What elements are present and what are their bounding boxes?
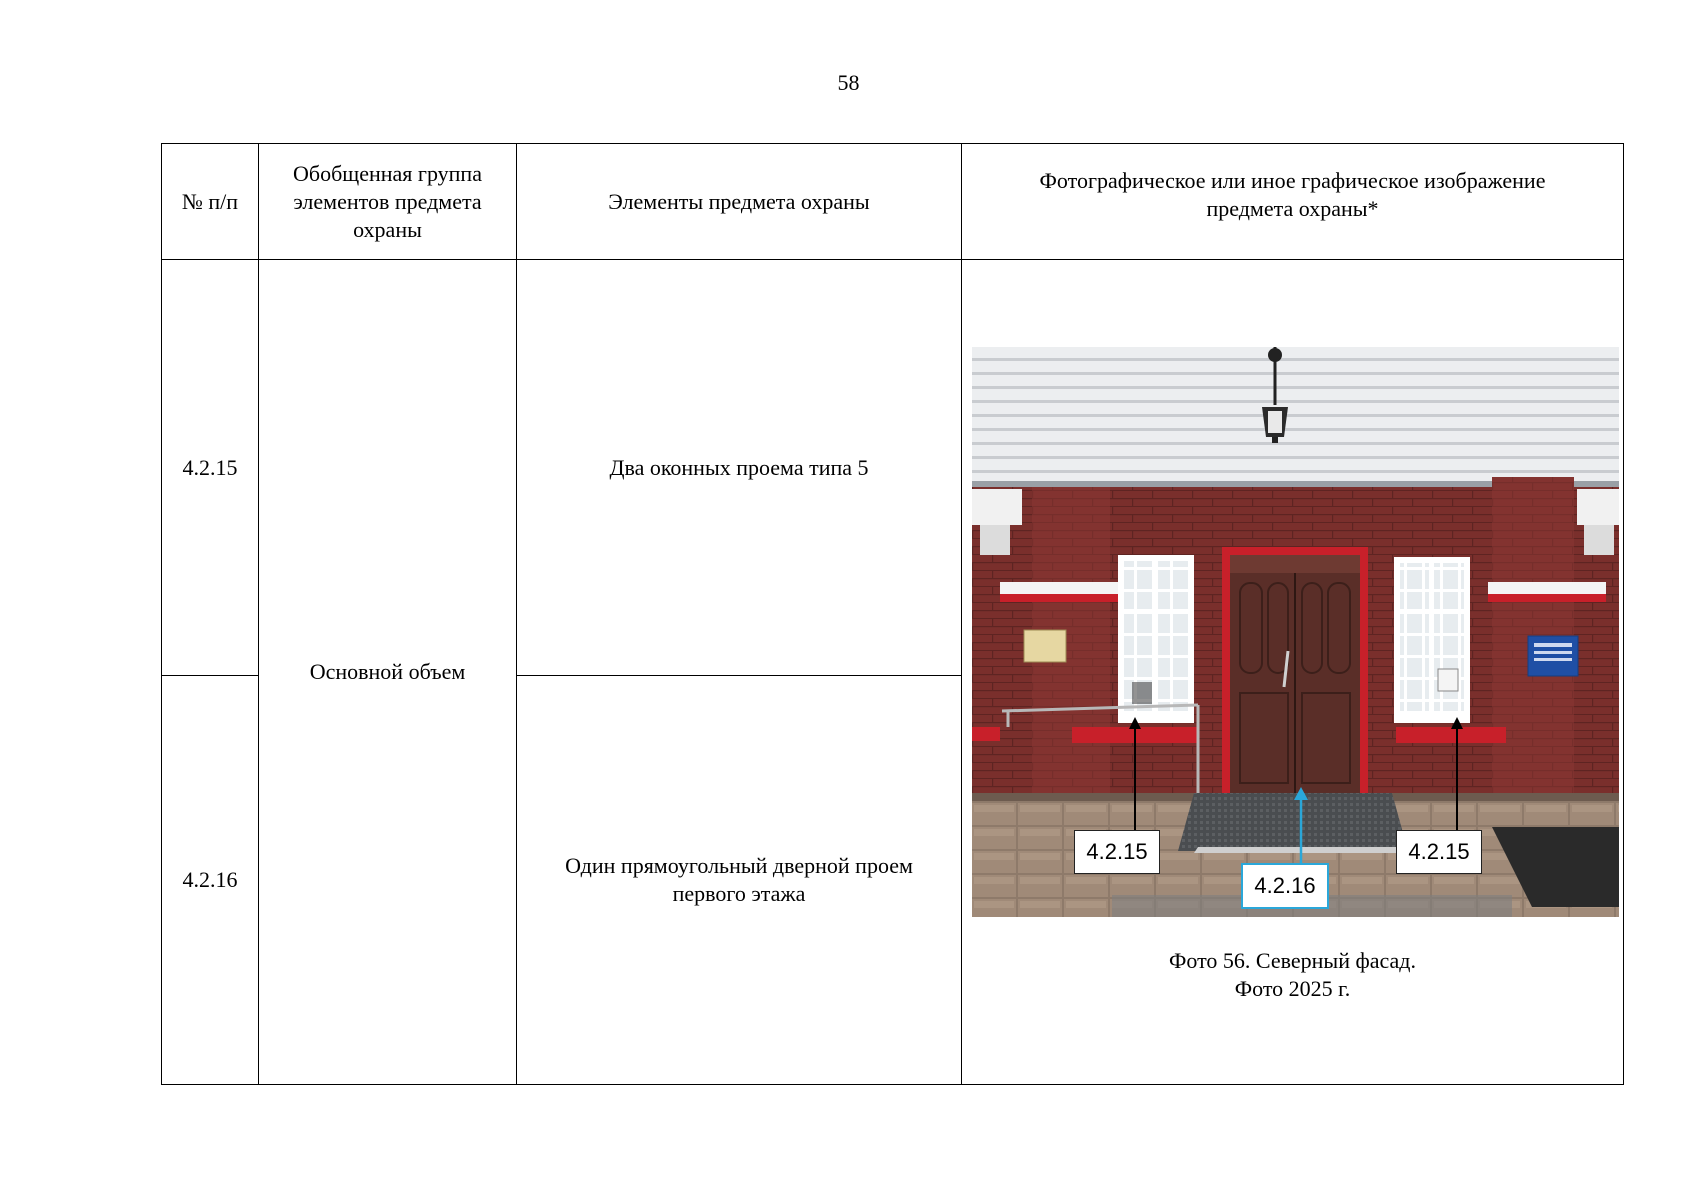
caption-line-2: Фото 2025 г. [1234,976,1351,1001]
page-number: 58 [837,70,860,95]
image-cell [962,260,1624,1085]
header-elements: Элементы предмета охраны [517,144,962,260]
row-number: 4.2.16 [162,676,259,1085]
table-row [162,260,1624,676]
callout-door: 4.2.16 [1241,863,1329,909]
header-number: № п/п [162,144,259,260]
table-header-row [162,144,1624,260]
header-group: Обобщенная группа элементов предмета охраны [259,144,517,260]
facade-photo [972,347,1619,917]
row-element: Два оконных проема типа 5 [517,260,962,676]
caption-line-1: Фото 56. Северный фасад. [1169,948,1416,973]
photo-caption [962,947,1623,1003]
callout-window-left: 4.2.15 [1074,830,1160,874]
facade-photo-drawing [972,347,1619,917]
protection-subject-table [161,143,1624,1085]
header-image: Фотографическое или иное графическое изображение предмета охраны* [962,144,1624,260]
row-number: 4.2.15 [162,260,259,676]
row-element: Один прямоугольный дверной проем первого этажа [517,676,962,1085]
group-cell: Основной объем [259,260,517,1085]
callout-window-right: 4.2.15 [1396,830,1482,874]
